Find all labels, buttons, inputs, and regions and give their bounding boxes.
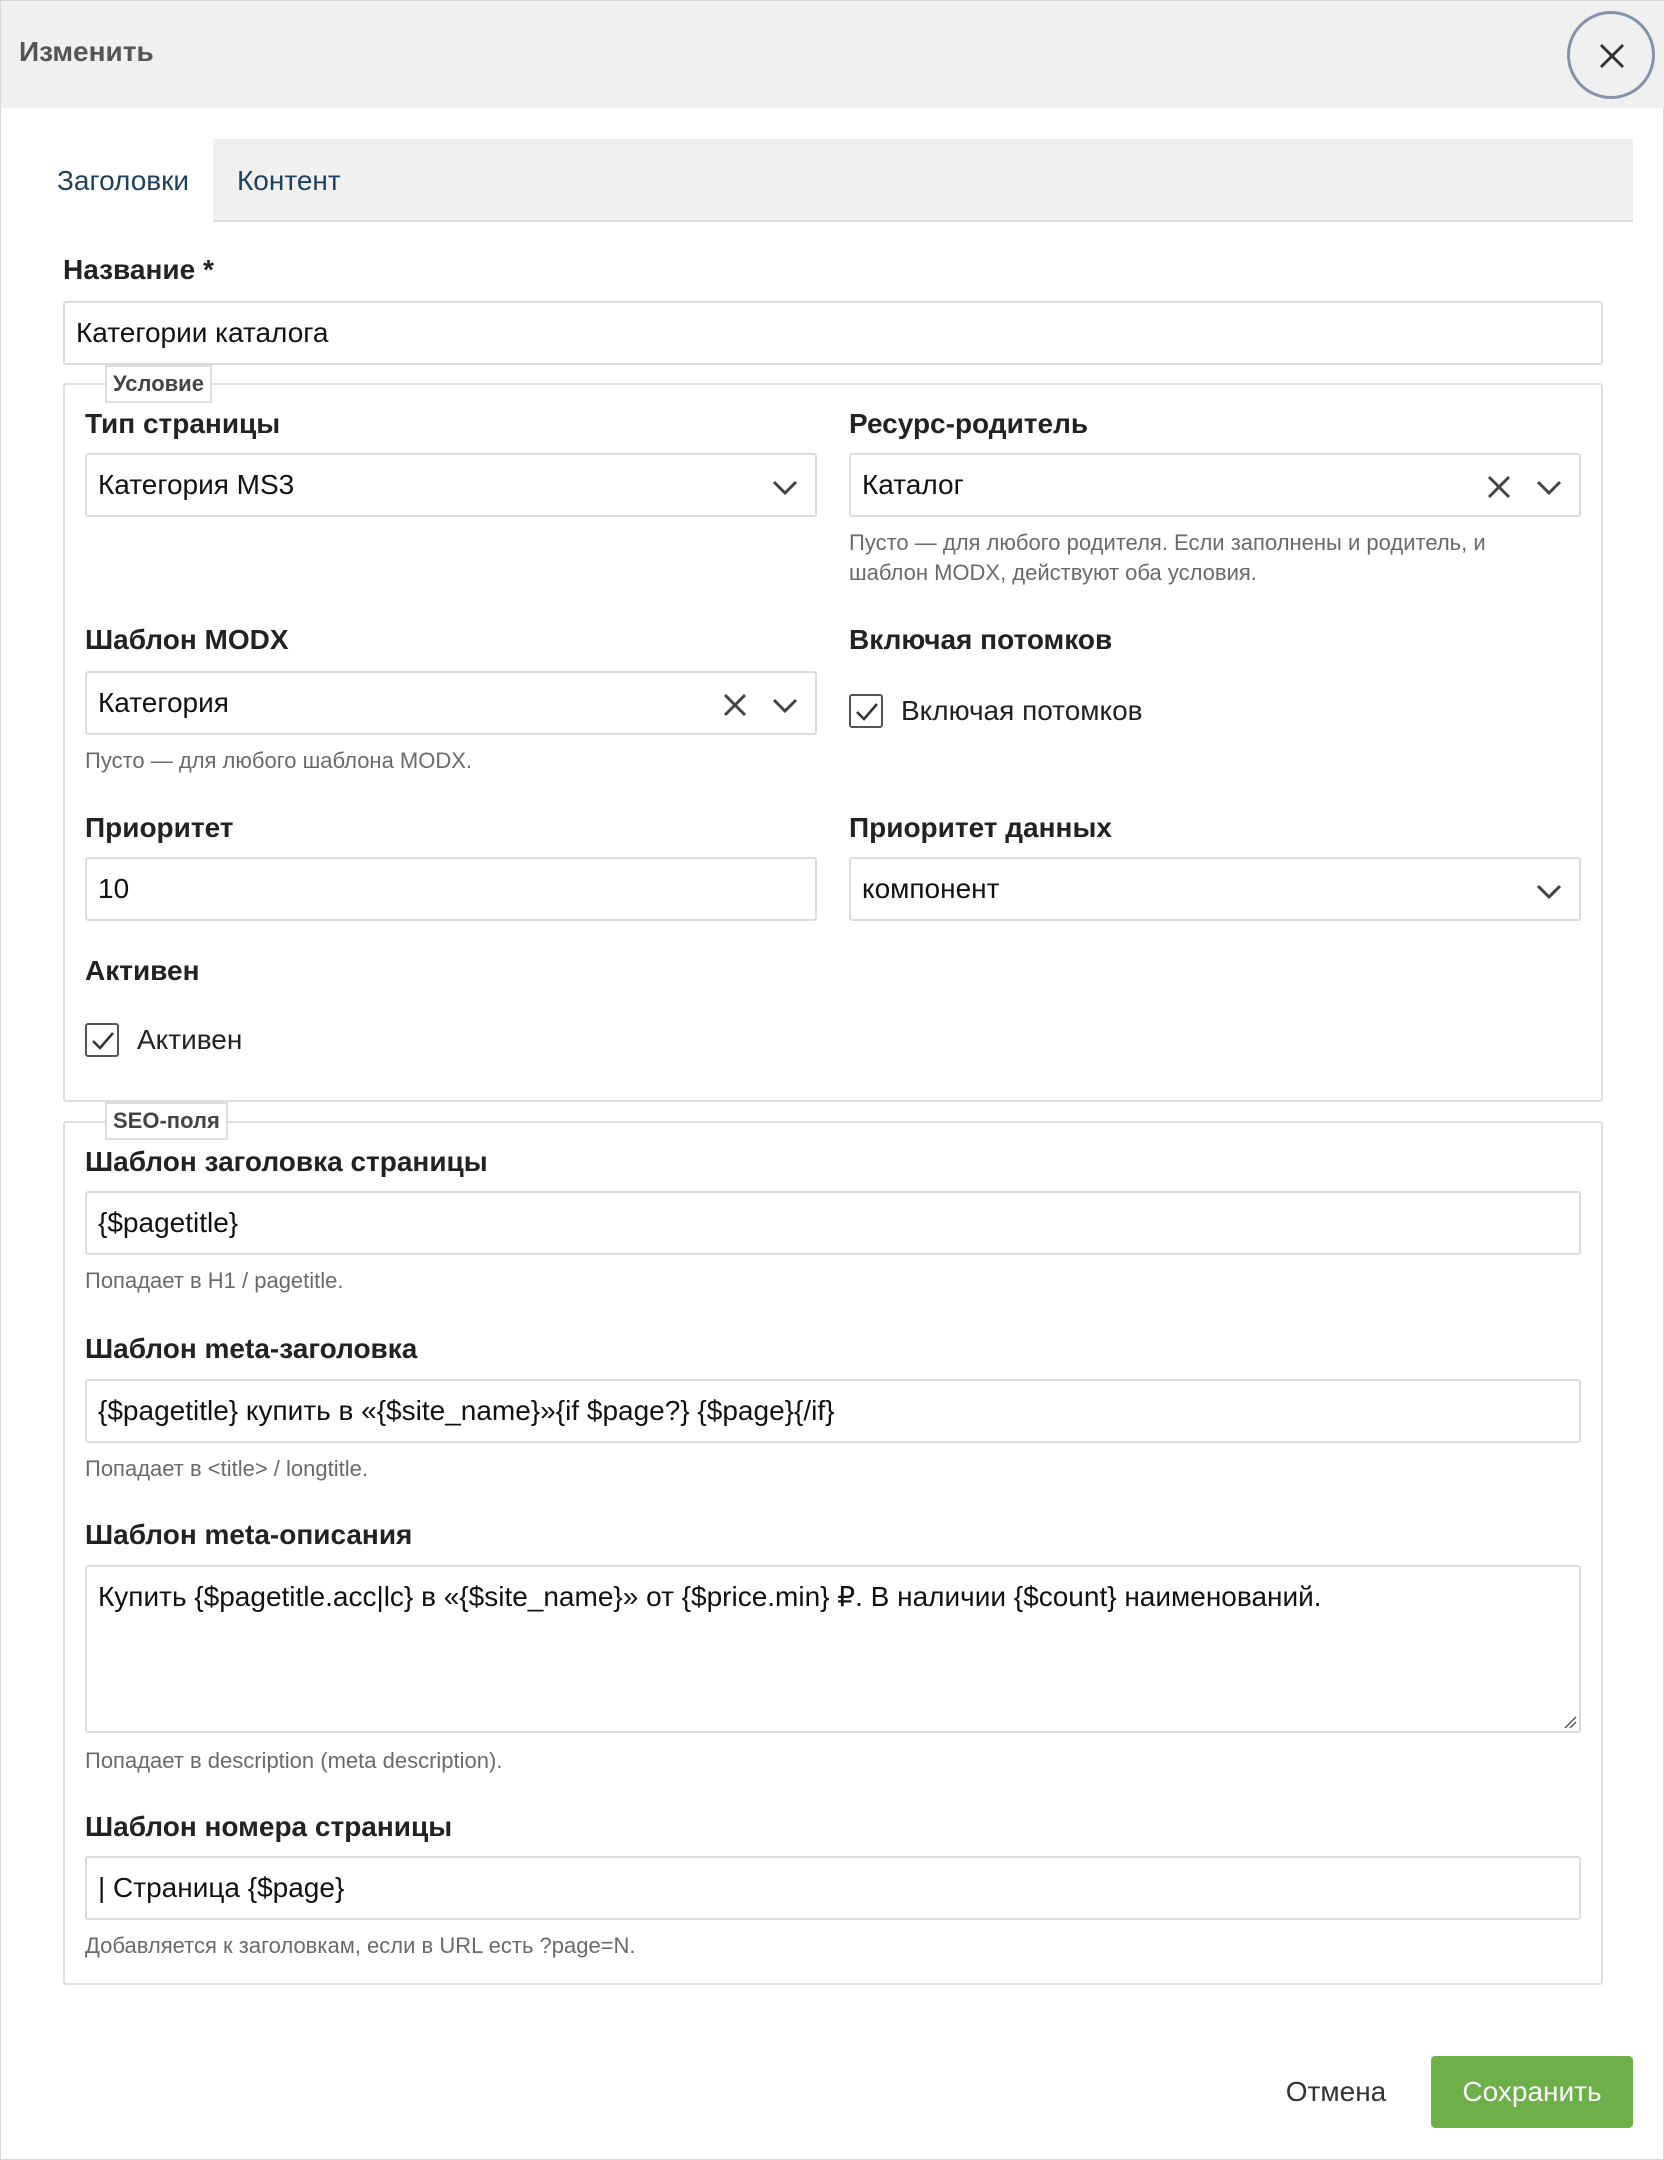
page-number-template-hint: Добавляется к заголовкам, если в URL есть ?page=N. — [85, 1933, 636, 1958]
page-type-label: Тип страницы — [85, 408, 281, 439]
check-icon — [91, 1030, 115, 1052]
data-priority-label: Приоритет данных — [849, 812, 1112, 843]
data-priority-value: компонент — [862, 873, 1000, 904]
page-title-template-input[interactable]: {$pagetitle} — [85, 1191, 1581, 1255]
page-title-template-label: Шаблон заголовка страницы — [85, 1146, 488, 1177]
page-number-template-input[interactable]: | Страница {$page} — [85, 1856, 1581, 1920]
page-title-template-hint: Попадает в H1 / pagetitle. — [85, 1268, 344, 1293]
include-children-checkbox-label[interactable]: Включая потомков — [901, 695, 1143, 726]
chevron-down-icon — [771, 691, 799, 719]
close-button[interactable] — [1567, 11, 1655, 99]
chevron-down-icon — [1535, 877, 1563, 905]
tab-headings[interactable]: Заголовки — [33, 139, 213, 222]
include-children-label: Включая потомков — [849, 624, 1113, 655]
modx-template-select[interactable] — [85, 671, 817, 735]
save-button[interactable]: Сохранить — [1431, 2056, 1633, 2128]
close-icon — [1598, 42, 1626, 70]
clear-icon[interactable] — [721, 691, 749, 719]
cancel-button[interactable]: Отмена — [1285, 2076, 1387, 2107]
priority-label: Приоритет — [85, 812, 234, 843]
resize-handle-icon[interactable] — [1561, 1713, 1577, 1729]
page-type-select[interactable] — [85, 453, 817, 517]
meta-title-template-input[interactable]: {$pagetitle} купить в «{$site_name}»{if $page?} {$page}{/if} — [85, 1379, 1581, 1443]
parent-resource-value: Каталог — [862, 469, 964, 500]
meta-description-template-value: Купить {$pagetitle.acc|lc} в «{$site_name}» от {$price.min} ₽. В наличии {$count} наименований. — [98, 1581, 1322, 1612]
chevron-down-icon — [771, 473, 799, 501]
active-checkbox-label[interactable]: Активен — [137, 1024, 243, 1055]
priority-input[interactable]: 10 — [85, 857, 817, 921]
meta-description-template-label: Шаблон meta-описания — [85, 1519, 413, 1550]
page-type-value: Категория MS3 — [98, 469, 295, 500]
meta-title-template-label: Шаблон meta-заголовка — [85, 1333, 418, 1364]
include-children-checkbox[interactable] — [849, 694, 883, 728]
meta-title-template-hint: Попадает в <title> / longtitle. — [85, 1456, 368, 1481]
dialog-header — [1, 1, 1664, 108]
seo-legend: SEO-поля — [105, 1102, 228, 1140]
active-label: Активен — [85, 955, 200, 986]
chevron-down-icon — [1535, 473, 1563, 501]
data-priority-select[interactable] — [849, 857, 1581, 921]
dialog-title: Изменить — [19, 36, 154, 67]
meta-description-template-textarea[interactable] — [85, 1565, 1581, 1733]
parent-resource-select[interactable] — [849, 453, 1581, 517]
condition-legend: Условие — [105, 365, 212, 403]
tab-bar — [33, 139, 1633, 222]
check-icon — [855, 701, 879, 723]
parent-resource-label: Ресурс-родитель — [849, 408, 1089, 439]
name-input[interactable]: Категории каталога — [63, 301, 1603, 365]
modx-template-label: Шаблон MODX — [85, 624, 289, 655]
modx-template-value: Категория — [98, 687, 229, 718]
clear-icon[interactable] — [1485, 473, 1513, 501]
parent-resource-hint-2: шаблон MODX, действуют оба условия. — [849, 560, 1257, 585]
name-label: Название * — [63, 254, 214, 285]
tab-content[interactable]: Контент — [237, 165, 341, 196]
page-number-template-label: Шаблон номера страницы — [85, 1811, 453, 1842]
meta-description-template-hint: Попадает в description (meta description). — [85, 1748, 503, 1773]
modx-template-hint: Пусто — для любого шаблона MODX. — [85, 748, 473, 773]
active-checkbox[interactable] — [85, 1023, 119, 1057]
parent-resource-hint-1: Пусто — для любого родителя. Если заполнены и родитель, и — [849, 530, 1486, 555]
